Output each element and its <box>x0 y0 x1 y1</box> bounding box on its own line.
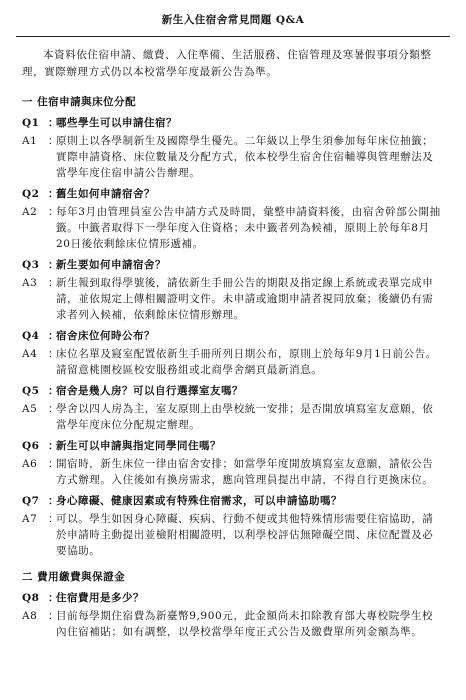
label-colon: ： <box>48 495 59 507</box>
qa-item-8 <box>22 591 444 640</box>
question-text: 宿舍床位何時公布？ <box>56 330 155 342</box>
label-colon: ： <box>48 458 60 470</box>
qa-item-1 <box>22 116 444 181</box>
question-label: Q4 <box>22 330 40 342</box>
answer-text: 目前每學期住宿費為新臺幣9,900元，此金額尚未扣除教育部大專校院學生校內住宿補貼；如有調整，以學校當學年度正式公告及繳費單所列金額為準。 <box>56 610 434 638</box>
question <box>22 439 444 454</box>
label-colon: ： <box>48 592 59 604</box>
answer <box>22 133 444 181</box>
label-colon: ： <box>48 385 59 397</box>
label-colon: ： <box>48 610 60 622</box>
label-colon: ： <box>48 277 60 289</box>
qa-item-2 <box>22 187 444 252</box>
question <box>22 384 444 399</box>
question-label: Q3 <box>22 259 40 271</box>
doc-title: 新生入住宿舍常見問題 Q&A <box>161 14 305 26</box>
doc-intro: 本資料依住宿申請、繳費、入住準備、生活服務、住宿管理及寒暑假事項分類整理，實際辦理方式仍以本校當學年度最新公告為準。 <box>22 49 432 78</box>
section-heading-2: 二 費用繳費與保證金 <box>22 571 126 583</box>
qa-item-6 <box>22 439 444 488</box>
answer-label: A1 <box>22 135 38 147</box>
question-label: Q8 <box>22 592 40 604</box>
question-text: 新生要如何申請宿舍？ <box>56 259 166 271</box>
question <box>22 494 444 509</box>
label-colon: ： <box>48 330 59 342</box>
question-text: 住宿費用是多少？ <box>56 592 144 604</box>
question-text: 舊生如何申請宿舍？ <box>56 188 155 200</box>
question-label: Q2 <box>22 188 40 200</box>
label-colon: ： <box>48 206 60 218</box>
answer-label: A3 <box>22 277 38 289</box>
qa-item-7 <box>22 494 444 559</box>
question-label: Q5 <box>22 385 40 397</box>
answer-label: A5 <box>22 403 38 415</box>
qa-item-4 <box>22 329 444 378</box>
answer <box>22 511 444 559</box>
question-text: 哪些學生可以申請住宿？ <box>56 117 177 129</box>
section-heading-1: 一 住宿申請與床位分配 <box>22 96 137 108</box>
title-divider <box>16 36 450 37</box>
answer-label: A6 <box>22 458 38 470</box>
label-colon: ： <box>48 188 59 200</box>
label-colon: ： <box>48 348 60 360</box>
answer <box>22 346 444 378</box>
answer <box>22 204 444 252</box>
answer <box>22 401 444 433</box>
question <box>22 258 444 273</box>
question <box>22 187 444 202</box>
question <box>22 591 444 606</box>
answer-label: A2 <box>22 206 38 218</box>
label-colon: ： <box>48 117 59 129</box>
answer-label: A8 <box>22 610 38 622</box>
question-text: 宿舍是幾人房？可以自行選擇室友嗎？ <box>56 385 243 397</box>
answer <box>22 608 444 640</box>
answer <box>22 456 444 488</box>
question <box>22 329 444 344</box>
answer-text: 可以。學生如因身心障礙、疾病、行動不便或其他特殊情形需要住宿協助，請於申請時主動提出並檢附相關證明，以利學校評估無障礙空間、床位配置及必要協助。 <box>56 513 434 557</box>
answer-text: 每年3月由管理員室公告申請方式及時間，彙整申請資料後，由宿舍幹部公開抽籤。中籤者取得下一學年度入住資格；未中籤者列為候補，原則上於每年8月20日後依剩餘床位情形遞補。 <box>56 206 441 250</box>
answer-text: 新生報到取得學號後，請依新生手冊公告的期限及指定線上系統或表單完成申請，並依規定上傳相關證明文件。未申請或逾期申請者視同放棄；後續仍有需求者列入候補，依剩餘床位情形辦理。 <box>56 277 434 321</box>
question-text: 身心障礙、健康因素或有特殊住宿需求，可以申請協助嗎？ <box>56 495 342 507</box>
question-label: Q1 <box>22 117 40 129</box>
label-colon: ： <box>48 135 60 147</box>
question-text: 新生可以申請與指定同學同住嗎？ <box>56 440 221 452</box>
label-colon: ： <box>48 513 60 525</box>
answer <box>22 275 444 323</box>
label-colon: ： <box>48 403 60 415</box>
answer-text: 原則上以各學制新生及國際學生優先。二年級以上學生須參加每年床位抽籤；實際申請資格、床位數量及分配方式，依本校學生宿舍住宿輔導與管理辦法及當學年度住宿申請公告辦理。 <box>56 135 434 179</box>
answer-text: 床位名單及寢室配置依新生手冊所列日期公布，原則上於每年9月1日前公告。請留意桃園校區校安服務組或北商學舍網頁最新消息。 <box>56 348 437 376</box>
qa-item-3 <box>22 258 444 323</box>
answer-label: A4 <box>22 348 38 360</box>
label-colon: ： <box>48 440 59 452</box>
question <box>22 116 444 131</box>
label-colon: ： <box>48 259 59 271</box>
answer-text: 學舍以四人房為主，室友原則上由學校統一安排；是否開放填寫室友意願，依當學年度床位分配規定辦理。 <box>56 403 434 431</box>
answer-label: A7 <box>22 513 38 525</box>
question-label: Q6 <box>22 440 40 452</box>
answer-text: 開宿時，新生床位一律由宿舍安排；如當學年度開放填寫室友意願，請依公告方式辦理。入住後如有換房需求，應向管理員提出申請，不得自行更換床位。 <box>56 458 434 486</box>
qa-item-5 <box>22 384 444 433</box>
question-label: Q7 <box>22 495 40 507</box>
